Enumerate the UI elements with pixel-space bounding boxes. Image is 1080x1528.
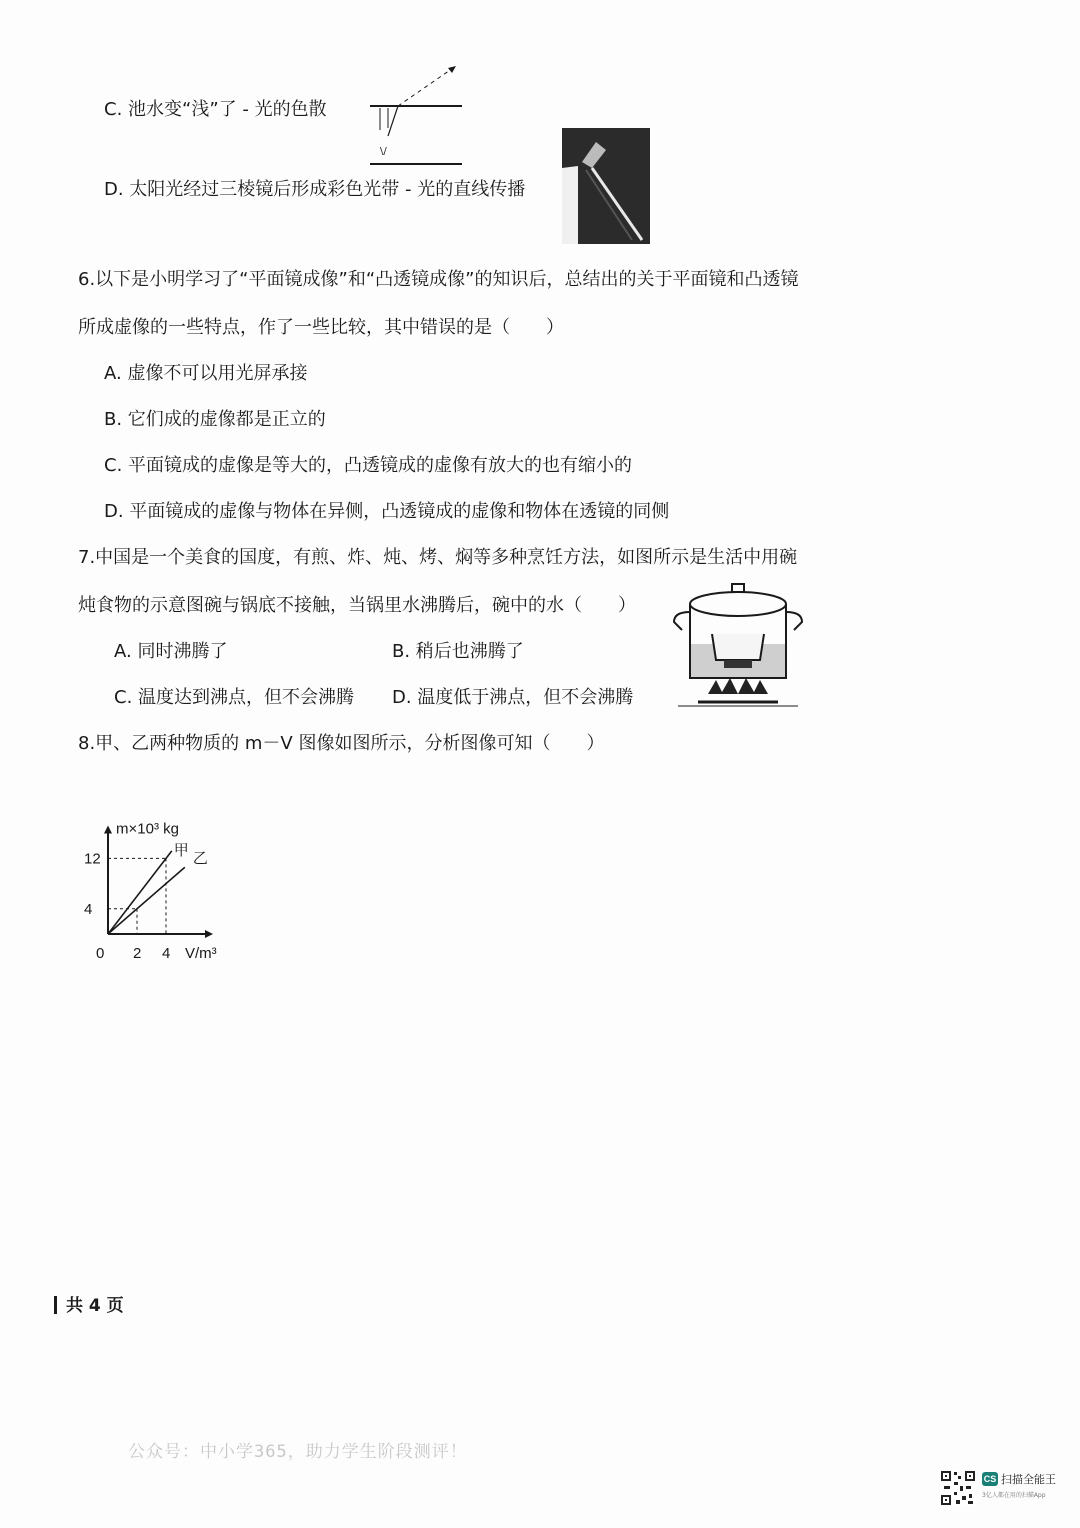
m-v-chart [78, 780, 278, 970]
series-label: 甲 [173, 841, 189, 859]
qr-code-icon [940, 1470, 976, 1506]
scanner-badge [940, 1468, 1068, 1508]
scan-edge-mark [54, 1296, 57, 1314]
svg-text:\/: \/ [380, 146, 387, 157]
pot-stewing-figure [668, 582, 808, 710]
scanner-app-name: 扫描全能王 [1001, 1473, 1056, 1486]
q5-option-c: C. 池水变“浅”了 - 光的色散 [104, 99, 327, 120]
q6-option-b: B. 它们成的虚像都是正立的 [104, 409, 326, 430]
x-tick-label: 4 [162, 945, 171, 962]
y-axis-label: m×10³ kg [116, 820, 179, 838]
q7-option-d: D. 温度低于沸点，但不会沸腾 [392, 687, 634, 708]
prism-photo [562, 128, 650, 244]
scanner-tagline: 3亿人都在用的扫描App [982, 1492, 1046, 1499]
q8-stem: 8.甲、乙两种物质的 m－V 图像如图所示，分析图像可知（ ） [78, 733, 605, 754]
q7-option-a: A. 同时沸腾了 [114, 641, 228, 662]
series-line-yi [108, 867, 185, 934]
series-line-jia [108, 851, 172, 934]
refraction-figure [360, 58, 470, 170]
x-tick-label: 0 [96, 945, 105, 962]
series-label: 乙 [192, 850, 208, 868]
y-tick-label: 4 [84, 900, 93, 918]
cs-logo: CS [983, 1474, 997, 1484]
x-axis-label: V/m³ [185, 945, 217, 962]
page-count: 共 4 页 [66, 1296, 124, 1316]
x-tick-label: 2 [133, 945, 142, 962]
q5-option-d: D. 太阳光经过三棱镜后形成彩色光带 - 光的直线传播 [104, 179, 526, 200]
y-axis-arrow [104, 826, 112, 834]
q7-option-b: B. 稍后也沸腾了 [392, 641, 524, 662]
q6-stem-line2: 所成虚像的一些特点，作了一些比较，其中错误的是（ ） [78, 317, 564, 338]
y-tick-label: 12 [84, 850, 101, 868]
x-axis-arrow [205, 930, 213, 938]
q6-option-c: C. 平面镜成的虚像是等大的，凸透镜成的虚像有放大的也有缩小的 [104, 455, 633, 476]
q6-stem-line1: 6.以下是小明学习了“平面镜成像”和“凸透镜成像”的知识后，总结出的关于平面镜和凸透镜 [78, 269, 799, 290]
q6-option-a: A. 虚像不可以用光屏承接 [104, 363, 308, 384]
q6-option-d: D. 平面镜成的虚像与物体在异侧，凸透镜成的虚像和物体在透镜的同侧 [104, 501, 670, 522]
q7-stem-line2: 炖食物的示意图碗与锅底不接触，当锅里水沸腾后，碗中的水（ ） [78, 595, 636, 616]
q7-option-c: C. 温度达到沸点，但不会沸腾 [114, 687, 355, 708]
q7-stem-line1: 7.中国是一个美食的国度，有煎、炸、炖、烤、焖等多种烹饪方法，如图所示是生活中用碗 [78, 547, 798, 568]
watermark: 公众号：中小学365，助力学生阶段测评！ [128, 1442, 468, 1462]
